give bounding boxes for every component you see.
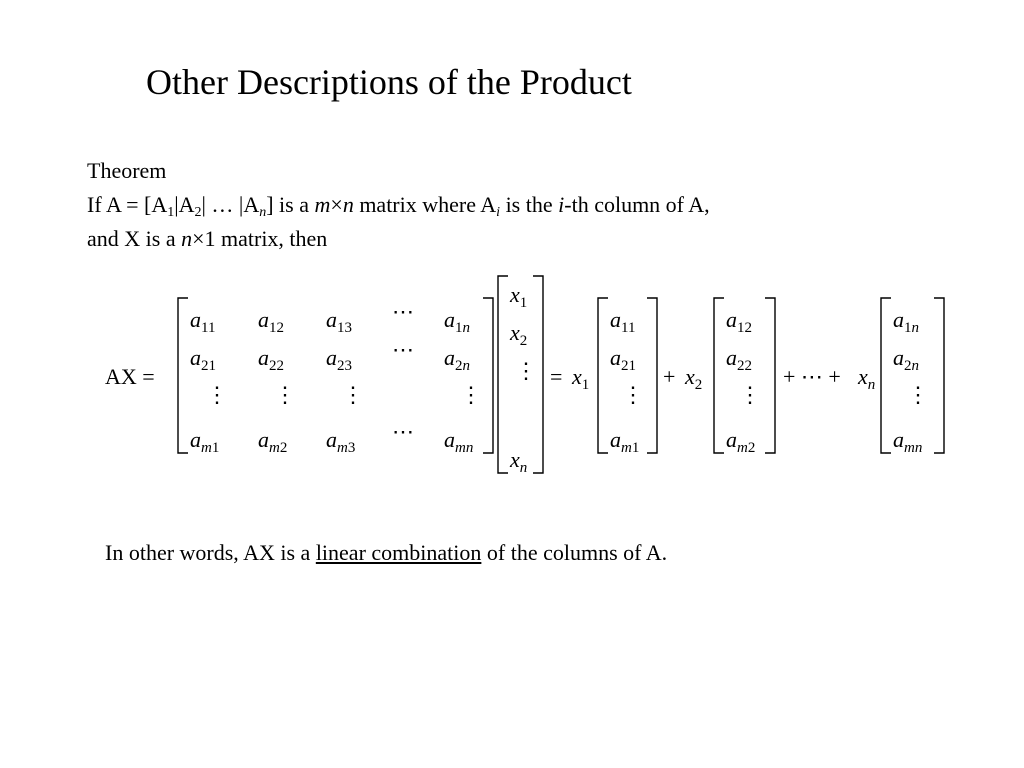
theorem-text: If A = [A xyxy=(87,192,168,217)
matrix-a-entry: ⋮ xyxy=(342,382,364,407)
summary-text: of the columns of A. xyxy=(481,540,668,565)
matrix-a-entry: ⋯ xyxy=(392,299,414,324)
coefficient-x2: $x_2$ xyxy=(685,364,703,393)
matrix-a-entry: $a_{12}$ xyxy=(258,307,284,336)
theorem-text: matrix where A xyxy=(353,192,497,217)
math-var: n xyxy=(181,226,193,251)
theorem-text: |A xyxy=(174,192,195,217)
vector-x-entry: $x_2$ xyxy=(510,320,528,349)
matrix-a-entry: ⋮ xyxy=(274,382,296,407)
matrix-a-entry: $a_{1n}$ xyxy=(444,307,470,336)
plus-ellipsis: + ⋯ + xyxy=(783,364,841,389)
column-2-entry: $a_{22}$ xyxy=(726,345,752,374)
linear-combination-link[interactable]: linear combination xyxy=(315,540,482,565)
vector-x-entry: $x_1$ xyxy=(510,282,528,311)
column-1-right-bracket xyxy=(647,298,657,453)
theorem-heading: Theorem xyxy=(87,158,167,183)
column-2-entry: $a_{m2}$ xyxy=(726,427,756,456)
math-var: n xyxy=(342,192,354,217)
matrix-a-entry: ⋮ xyxy=(460,382,482,407)
vector-x-left-bracket xyxy=(498,276,508,473)
column-n-entry: $a_{1n}$ xyxy=(893,307,919,336)
matrix-a-right-bracket xyxy=(483,298,493,453)
theorem-text: ×1 matrix, then xyxy=(192,226,328,251)
column-n-entry: $a_{mn}$ xyxy=(893,427,923,456)
theorem-text: and X is a xyxy=(87,226,182,251)
theorem-text: -th column of A, xyxy=(564,192,710,217)
matrix-a-left-bracket xyxy=(178,298,188,453)
subscript: n xyxy=(259,205,267,220)
subscript: 2 xyxy=(194,205,202,220)
column-1-left-bracket xyxy=(598,298,608,453)
matrix-a-entry: $a_{22}$ xyxy=(258,345,284,374)
matrix-a-entry: $a_{mn}$ xyxy=(444,427,474,456)
slide-title: Other Descriptions of the Product xyxy=(146,62,632,102)
column-n-entry: ⋮ xyxy=(907,382,929,407)
matrix-a-entry: ⋯ xyxy=(392,419,414,444)
math-var: m xyxy=(314,192,331,217)
plus-sign: + xyxy=(663,364,676,389)
column-2-entry: ⋮ xyxy=(739,382,761,407)
theorem-text: is the xyxy=(500,192,559,217)
vector-x-entry: $x_n$ xyxy=(510,447,528,476)
matrix-a-entry: $a_{m3}$ xyxy=(326,427,356,456)
matrix-a-entry: $a_{m2}$ xyxy=(258,427,288,456)
times-sign: × xyxy=(330,192,343,217)
column-1-entry: $a_{11}$ xyxy=(610,307,636,336)
math-var: i xyxy=(558,192,565,217)
column-n-right-bracket xyxy=(934,298,944,453)
vector-x-entry: ⋮ xyxy=(515,358,537,383)
matrix-a-entry: $a_{11}$ xyxy=(190,307,216,336)
column-2-right-bracket xyxy=(765,298,775,453)
coefficient-x1: $x_1$ xyxy=(572,364,590,393)
matrix-a-entry: $a_{m1}$ xyxy=(190,427,220,456)
column-n-left-bracket xyxy=(881,298,891,453)
coefficient-xn: $x_n$ xyxy=(858,364,876,393)
column-1-entry: $a_{21}$ xyxy=(610,345,636,374)
matrix-a-entry: $a_{2n}$ xyxy=(444,345,470,374)
equation-lhs: AX = xyxy=(105,364,155,389)
subscript: i xyxy=(496,205,501,220)
matrix-entries xyxy=(105,282,929,476)
matrix-a-entry: $a_{21}$ xyxy=(190,345,216,374)
column-1-entry: $a_{m1}$ xyxy=(610,427,640,456)
column-n-entry: $a_{2n}$ xyxy=(893,345,919,374)
summary-text: In other words, AX is a xyxy=(105,540,316,565)
equals-sign: = xyxy=(550,364,563,389)
column-2-left-bracket xyxy=(714,298,724,453)
theorem-text: | … |A xyxy=(201,192,260,217)
column-2-entry: $a_{12}$ xyxy=(726,307,752,336)
matrix-a-entry: $a_{23}$ xyxy=(326,345,352,374)
matrix-a-entry: ⋯ xyxy=(392,337,414,362)
matrix-a-entry: ⋮ xyxy=(206,382,228,407)
column-1-entry: ⋮ xyxy=(622,382,644,407)
subscript: 1 xyxy=(167,205,175,220)
theorem-text: ] is a xyxy=(266,192,315,217)
summary-sentence xyxy=(105,536,667,570)
matrix-a-entry: $a_{13}$ xyxy=(326,307,352,336)
